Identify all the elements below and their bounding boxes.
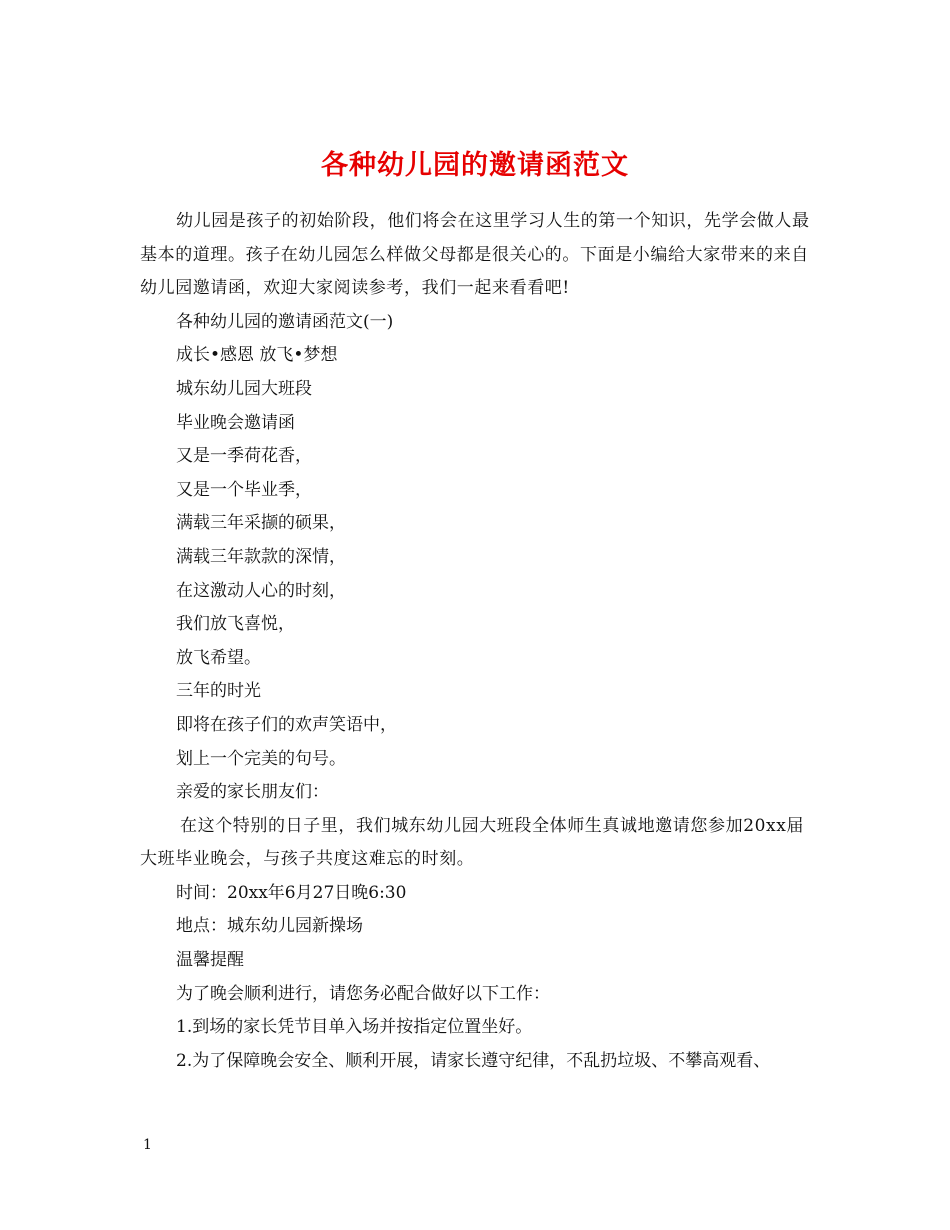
slogan-line: 成长•感恩 放飞•梦想 <box>176 345 338 366</box>
document-title: 各种幼儿园的邀请函范文 <box>321 150 629 182</box>
poem-line: 满载三年款款的深情， <box>176 546 346 567</box>
poem-line: 在这激动人心的时刻， <box>176 580 346 601</box>
poem-line: 满载三年采撷的硕果， <box>176 513 346 534</box>
poem-line: 三年的时光 <box>176 681 261 702</box>
reminder-intro: 为了晚会顺利进行，请您务必配合做好以下工作： <box>176 983 550 1004</box>
poem-line: 即将在孩子们的欢声笑语中， <box>176 714 397 735</box>
salutation: 亲爱的家长朋友们： <box>176 782 329 803</box>
invitation-paragraph: 在这个特别的日子里，我们城东幼儿园大班段全体师生真诚地邀请您参加20xx届大班毕业晚会，与孩子共度这难忘的时刻。 <box>140 815 805 870</box>
poem-line: 放飞希望。 <box>176 647 261 668</box>
event-time: 时间：20xx年6月27日晚6:30 <box>176 882 407 903</box>
reminder-item: 2.为了保障晚会安全、顺利开展，请家长遵守纪律，不乱扔垃圾、不攀高观看、 <box>176 1050 771 1071</box>
poem-line: 又是一季荷花香， <box>176 446 312 467</box>
document-body <box>140 205 812 1078</box>
poem-line: 又是一个毕业季， <box>176 479 312 500</box>
reminder-heading: 温馨提醒 <box>176 950 244 971</box>
invitation-title: 毕业晚会邀请函 <box>176 412 295 433</box>
intro-paragraph: 幼儿园是孩子的初始阶段，他们将会在这里学习人生的第一个知识，先学会做人最基本的道理。孩子在幼儿园怎么样做父母都是很关心的。下面是小编给大家带来的来自幼儿园邀请函，欢迎大家阅读参考，我们一起来看看吧! <box>140 211 810 299</box>
poem-line: 划上一个完美的句号。 <box>176 748 346 769</box>
section-heading: 各种幼儿园的邀请函范文(一) <box>176 311 394 332</box>
kindergarten-name: 城东幼儿园大班段 <box>176 378 312 399</box>
reminder-item: 1.到场的家长凭节目单入场并按指定位置坐好。 <box>176 1017 533 1038</box>
page-number: 1 <box>143 1137 152 1153</box>
poem-line: 我们放飞喜悦， <box>176 614 295 635</box>
event-location: 地点：城东幼儿园新操场 <box>176 916 363 937</box>
